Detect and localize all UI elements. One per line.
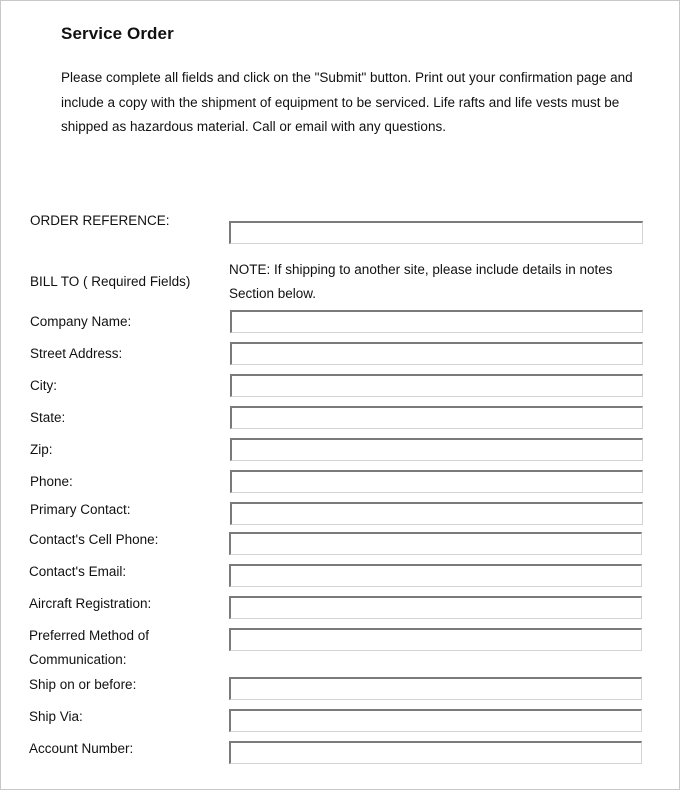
primary-contact-label: Primary Contact:	[30, 502, 131, 517]
phone-label: Phone:	[30, 474, 73, 489]
company-name-input[interactable]	[230, 310, 643, 333]
account-number-input[interactable]	[229, 741, 642, 764]
aircraft-registration-input[interactable]	[229, 596, 642, 619]
city-input[interactable]	[230, 374, 643, 397]
preferred-communication-input[interactable]	[229, 628, 642, 651]
intro-paragraph: Please complete all fields and click on the "Submit" button. Print out your confirmation page and include a copy with the shipment of equipment to be serviced. Life rafts and life vests must be shipped as hazardous material. Call or email with any questions.	[61, 70, 633, 134]
zip-input[interactable]	[230, 438, 643, 461]
contact-email-input[interactable]	[229, 564, 642, 587]
preferred-communication-label: Preferred Method of Communication:	[29, 628, 150, 667]
page-title: Service Order	[61, 24, 174, 43]
ship-on-or-before-label: Ship on or before:	[29, 677, 137, 692]
street-address-label: Street Address:	[30, 346, 123, 361]
state-label: State:	[30, 410, 66, 425]
state-input[interactable]	[230, 406, 643, 429]
ship-on-or-before-input[interactable]	[229, 677, 642, 700]
aircraft-registration-label: Aircraft Registration:	[29, 596, 152, 611]
primary-contact-input[interactable]	[230, 502, 643, 525]
ship-via-input[interactable]	[229, 709, 642, 732]
contact-cell-phone-input[interactable]	[229, 532, 642, 555]
contact-email-label: Contact's Email:	[29, 564, 127, 579]
account-number-label: Account Number:	[29, 741, 134, 756]
contact-cell-phone-label: Contact's Cell Phone:	[29, 532, 159, 547]
zip-label: Zip:	[30, 442, 53, 457]
ship-via-label: Ship Via:	[29, 709, 83, 724]
city-label: City:	[30, 378, 57, 393]
phone-input[interactable]	[230, 470, 643, 493]
company-name-label: Company Name:	[30, 314, 132, 329]
street-address-input[interactable]	[230, 342, 643, 365]
bill-to-heading: BILL TO ( Required Fields)	[30, 274, 191, 289]
order-reference-input[interactable]	[229, 221, 643, 244]
order-reference-label: ORDER REFERENCE:	[30, 213, 170, 228]
shipping-note: NOTE: If shipping to another site, please include details in notes Section below.	[229, 262, 613, 301]
